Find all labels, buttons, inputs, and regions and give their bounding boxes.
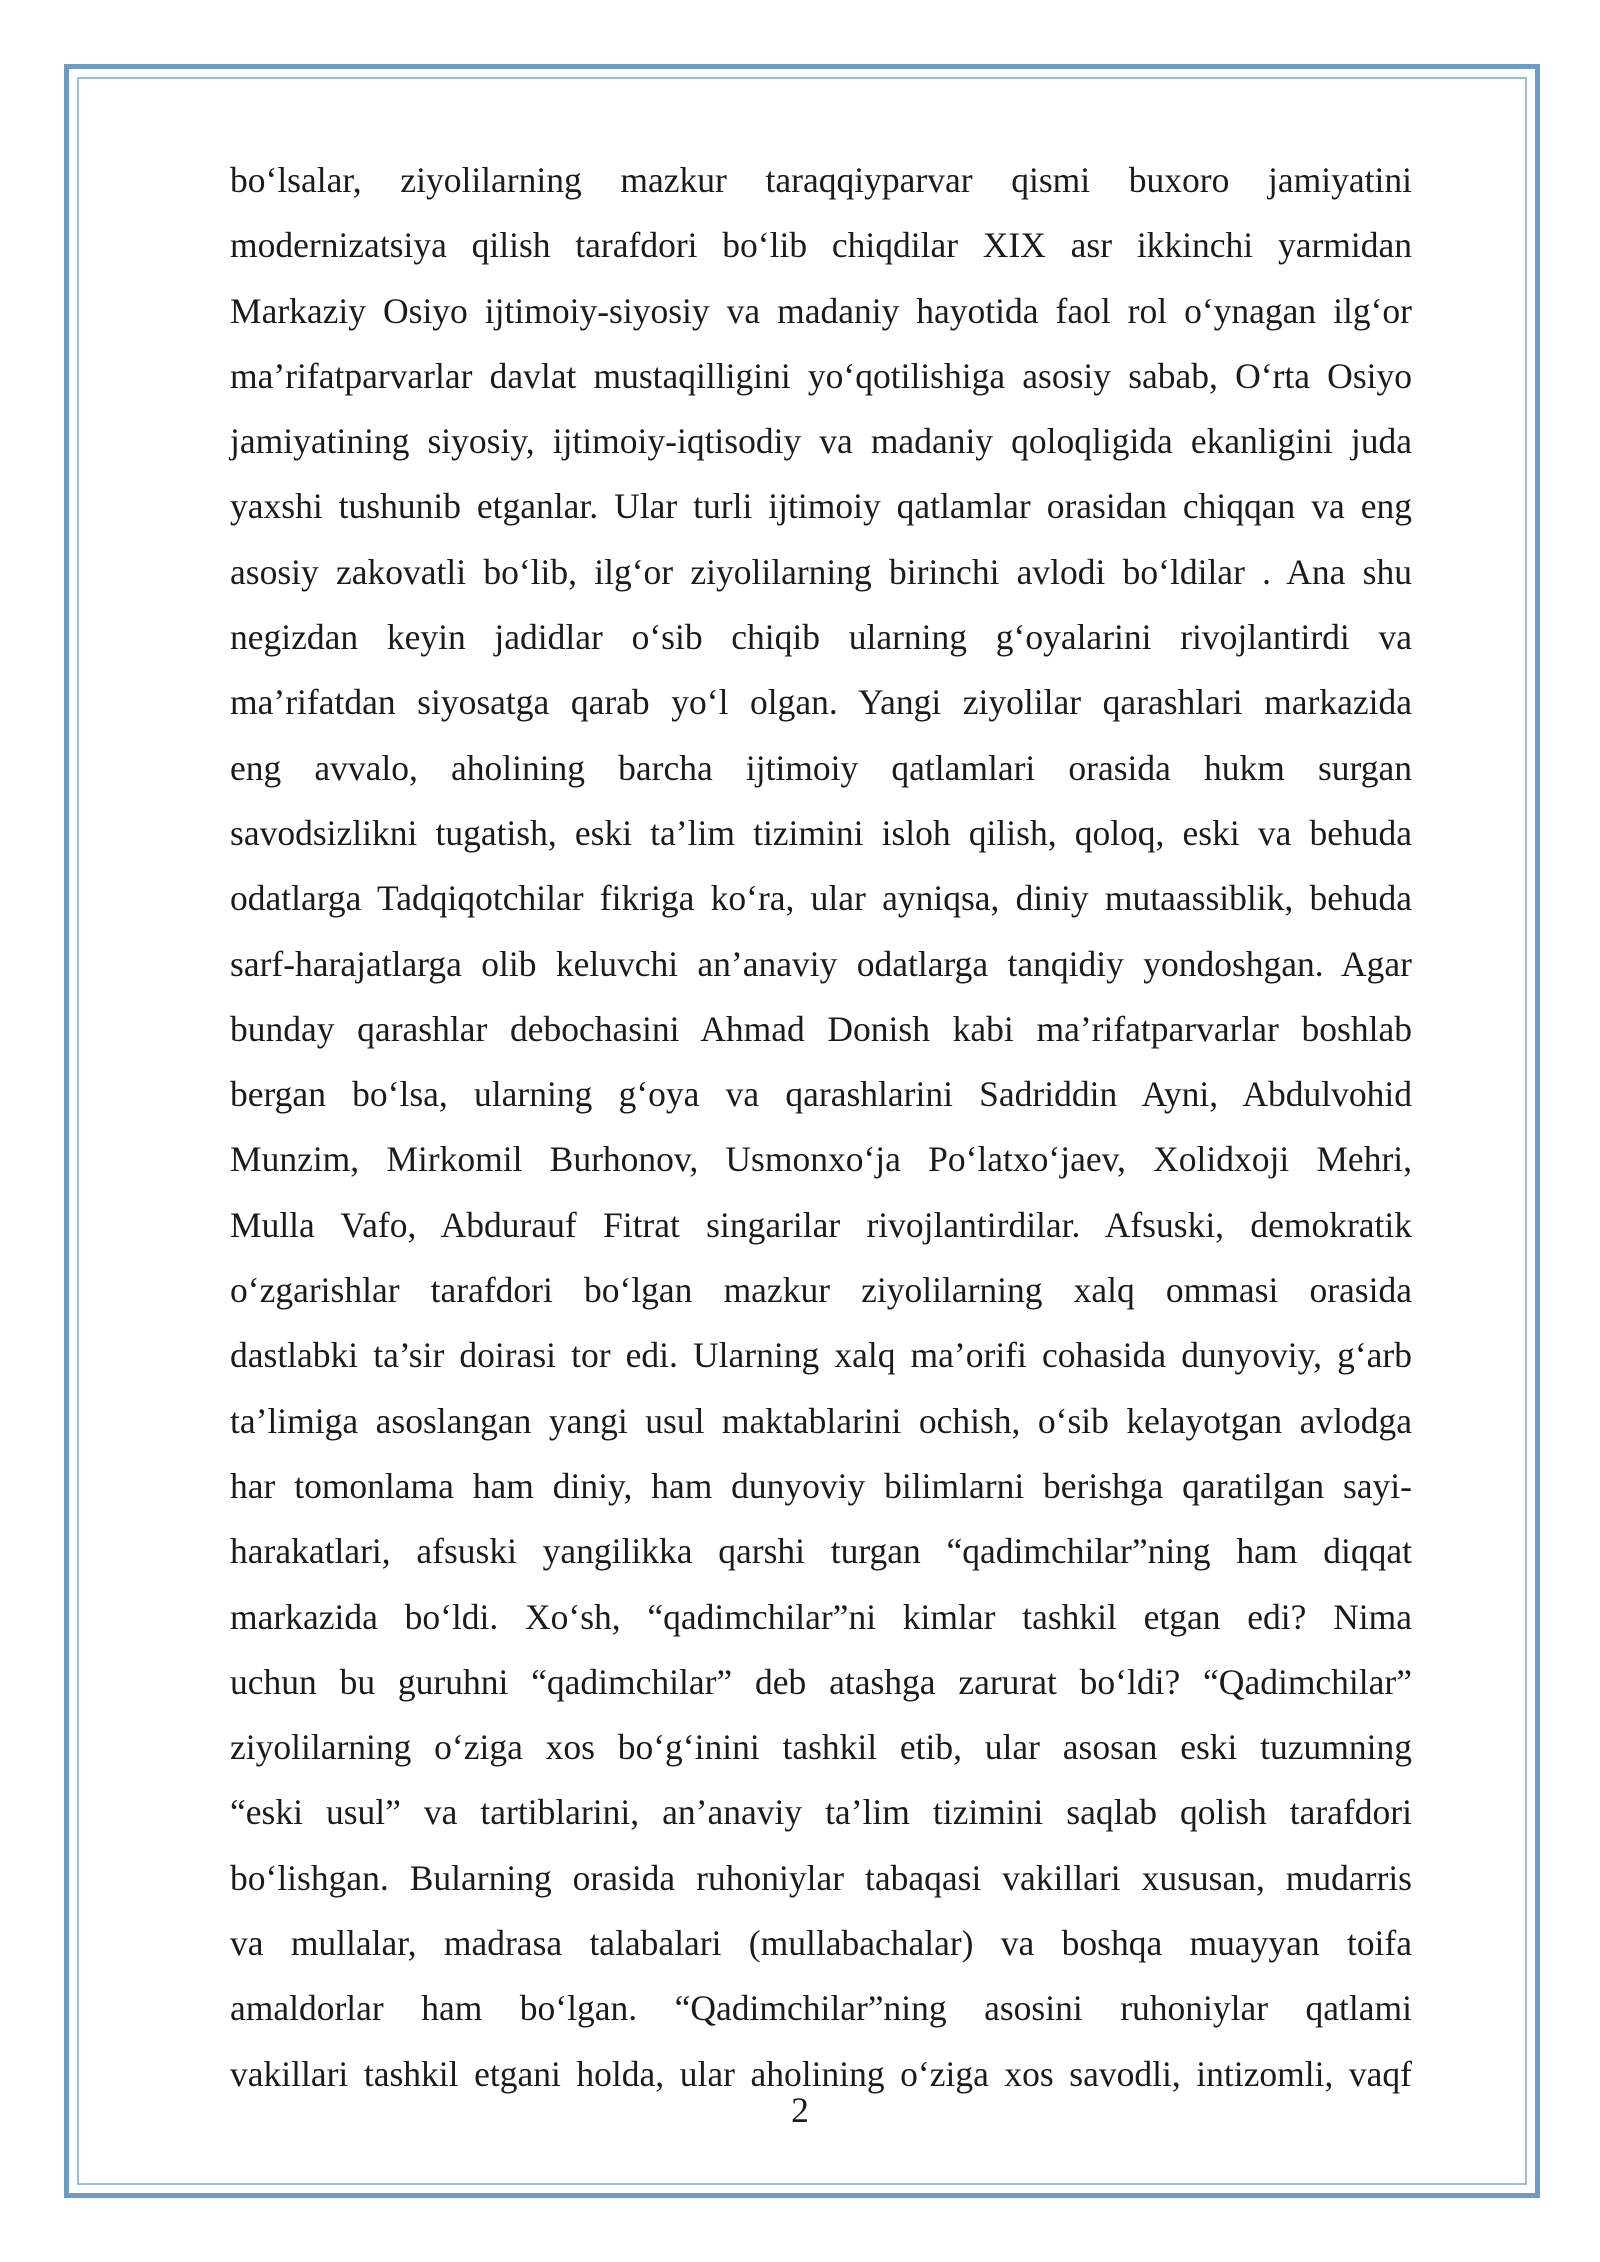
text-line: va mullalar, madrasa talabalari (mullabachalar) va boshqa muayyan toifa	[230, 1923, 1412, 1964]
page-number: 2	[791, 2090, 809, 2130]
text-line: vakillari tashkil etgani holda, ular aholining o‘ziga xos savodli, intizomli, vaqf	[230, 2053, 1412, 2094]
text-line: bergan bo‘lsa, ularning g‘oya va qarashlarini Sadriddin Ayni, Abdulvohid	[230, 1074, 1412, 1115]
text-line: sarf-harajatlarga olib keluvchi an’anaviy odatlarga tanqidiy yondoshgan. Agar	[230, 943, 1412, 984]
text-line: Mulla Vafo, Abdurauf Fitrat singarilar rivojlantirdilar. Afsuski, demokratik	[230, 1204, 1412, 1245]
text-line: dastlabki ta’sir doirasi tor edi. Ularning xalq ma’orifi cohasida dunyoviy, g‘arb	[230, 1335, 1412, 1376]
text-line: uchun bu guruhni “qadimchilar” deb atashga zarurat bo‘ldi? “Qadimchilar”	[230, 1661, 1412, 1702]
text-line: jamiyatining siyosiy, ijtimoiy-iqtisodiy va madaniy qoloqligida ekanligini juda	[230, 421, 1412, 462]
text-line: odatlarga Tadqiqotchilar fikriga ko‘ra, ular ayniqsa, diniy mutaassiblik, behuda	[230, 878, 1412, 919]
text-line: markazida bo‘ldi. Xo‘sh, “qadimchilar”ni kimlar tashkil etgan edi? Nima	[230, 1596, 1412, 1637]
text-line: ta’limiga asoslangan yangi usul maktablarini ochish, o‘sib kelayotgan avlodga	[230, 1400, 1412, 1441]
text-line: asosiy zakovatli bo‘lib, ilg‘or ziyolilarning birinchi avlodi bo‘ldilar . Ana shu	[230, 551, 1412, 592]
body-text	[230, 148, 1412, 2107]
text-line: ma’rifatdan siyosatga qarab yo‘l olgan. Yangi ziyolilar qarashlari markazida	[230, 682, 1412, 723]
text-line: har tomonlama ham diniy, ham dunyoviy bilimlarni berishga qaratilgan sayi-	[230, 1465, 1412, 1506]
text-line: savodsizlikni tugatish, eski ta’lim tizimini isloh qilish, qoloq, eski va behuda	[230, 812, 1412, 853]
text-line: bo‘lsalar, ziyolilarning mazkur taraqqiyparvar qismi buxoro jamiyatini	[230, 160, 1412, 200]
text-line: eng avvalo, aholining barcha ijtimoiy qatlamlari orasida hukm surgan	[230, 747, 1412, 788]
text-line: amaldorlar ham bo‘lgan. “Qadimchilar”ning asosini ruhoniylar qatlami	[230, 1988, 1412, 2029]
text-line: ma’rifatparvarlar davlat mustaqilligini yo‘qotilishiga asosiy sabab, O‘rta Osiyo	[230, 355, 1412, 396]
text-line: ziyolilarning o‘ziga xos bo‘g‘inini tashkil etib, ular asosan eski tuzumning	[230, 1727, 1412, 1768]
text-line: negizdan keyin jadidlar o‘sib chiqib ularning g‘oyalarini rivojlantirdi va	[230, 617, 1412, 658]
text-line: Munzim, Mirkomil Burhonov, Usmonxo‘ja Po‘latxo‘jaev, Xolidxoji Mehri,	[230, 1139, 1412, 1180]
text-line: modernizatsiya qilish tarafdori bo‘lib chiqdilar XIX asr ikkinchi yarmidan	[230, 225, 1412, 266]
text-line: Markaziy Osiyo ijtimoiy-siyosiy va madaniy hayotida faol rol o‘ynagan ilg‘or	[230, 290, 1412, 331]
text-line: “eski usul” va tartiblarini, an’anaviy ta’lim tizimini saqlab qolish tarafdori	[230, 1792, 1412, 1833]
text-line: bunday qarashlar debochasini Ahmad Donish kabi ma’rifatparvarlar boshlab	[230, 1008, 1412, 1049]
text-line: o‘zgarishlar tarafdori bo‘lgan mazkur ziyolilarning xalq ommasi orasida	[230, 1270, 1412, 1311]
text-line: bo‘lishgan. Bularning orasida ruhoniylar tabaqasi vakillari xususan, mudarris	[230, 1857, 1412, 1898]
text-line: yaxshi tushunib etganlar. Ular turli ijtimoiy qatlamlar orasidan chiqqan va eng	[230, 486, 1412, 527]
text-line: harakatlari, afsuski yangilikka qarshi turgan “qadimchilar”ning ham diqqat	[230, 1531, 1412, 1572]
